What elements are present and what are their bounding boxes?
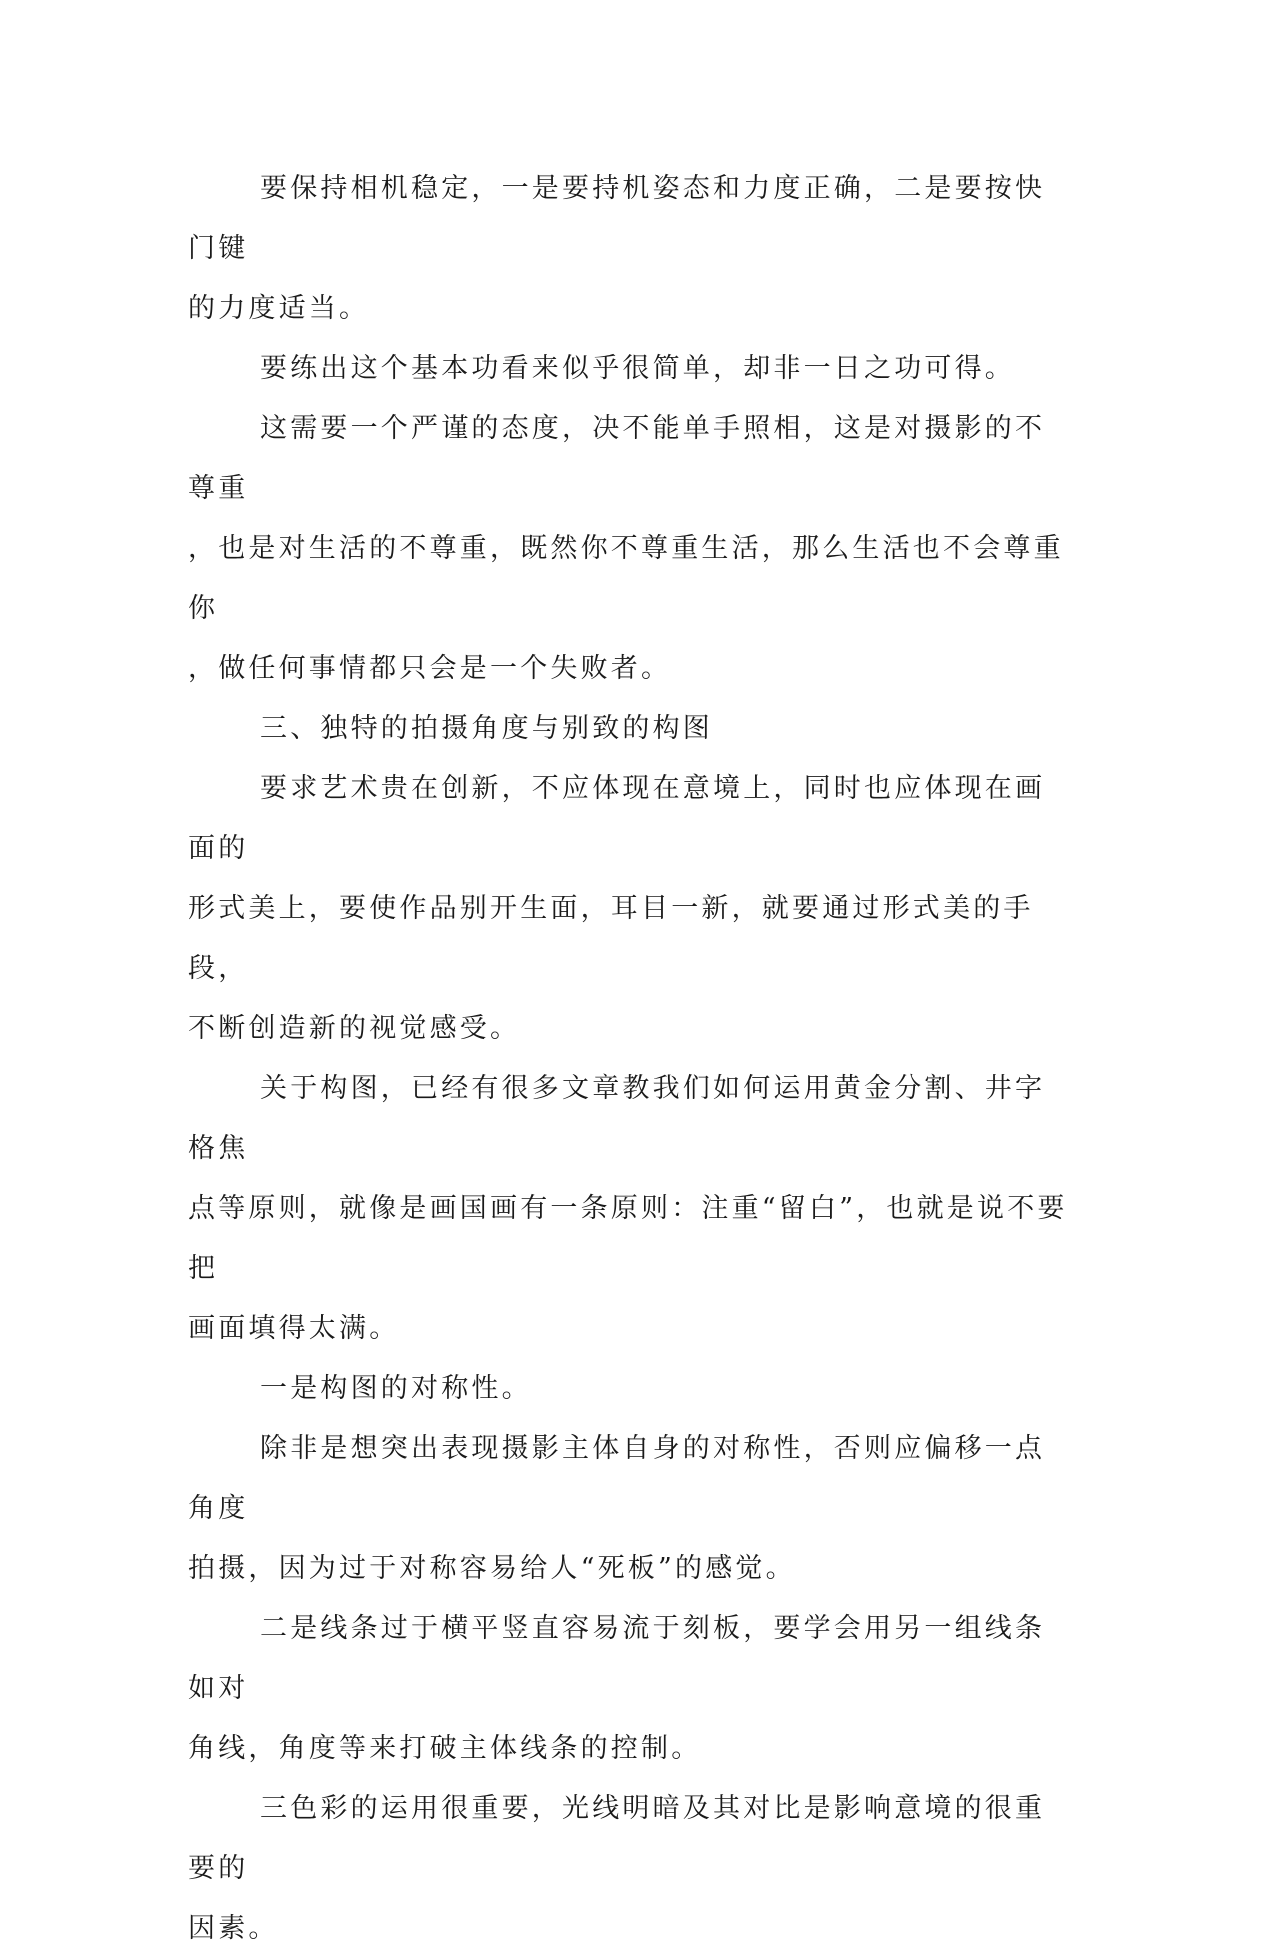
paragraph: 这需要一个严谨的态度，决不能单手照相，这是对摄影的不尊重 ，也是对生活的不尊重，既然你不尊重生活，那么生活也不会尊重你 ，做任何事情都只会是一个失败者。 <box>188 413 1064 684</box>
paragraph: 除非是想突出表现摄影主体自身的对称性，否则应偏移一点角度 拍摄，因为过于对称容易给人“死板”的感觉。 <box>188 1433 1046 1584</box>
paragraph: 关于构图，已经有很多文章教我们如何运用黄金分割、井字格焦 点等原则，就像是画国画有一条原则：注重“留白”，也就是说不要把 画面填得太满。 <box>188 1073 1068 1344</box>
paragraph: 要练出这个基本功看来似乎很简单，却非一日之功可得。 <box>260 353 1015 384</box>
paragraph: 要保持相机稳定，一是要持机姿态和力度正确，二是要按快门键 的力度适当。 <box>188 173 1046 324</box>
section-heading: 三、独特的拍摄角度与别致的构图 <box>260 713 713 744</box>
paragraph: 二是线条过于横平竖直容易流于刻板，要学会用另一组线条如对 角线，角度等来打破主体线条的控制。 <box>188 1613 1046 1764</box>
paragraph: 要求艺术贵在创新，不应体现在意境上，同时也应体现在画面的 形式美上，要使作品别开生面，耳目一新，就要通过形式美的手段， 不断创造新的视觉感受。 <box>188 773 1046 1044</box>
paragraph: 三色彩的运用很重要，光线明暗及其对比是影响意境的很重要的 因素。 <box>188 1793 1046 1944</box>
paragraph: 一是构图的对称性。 <box>260 1373 532 1404</box>
document-body <box>188 159 1068 1959</box>
